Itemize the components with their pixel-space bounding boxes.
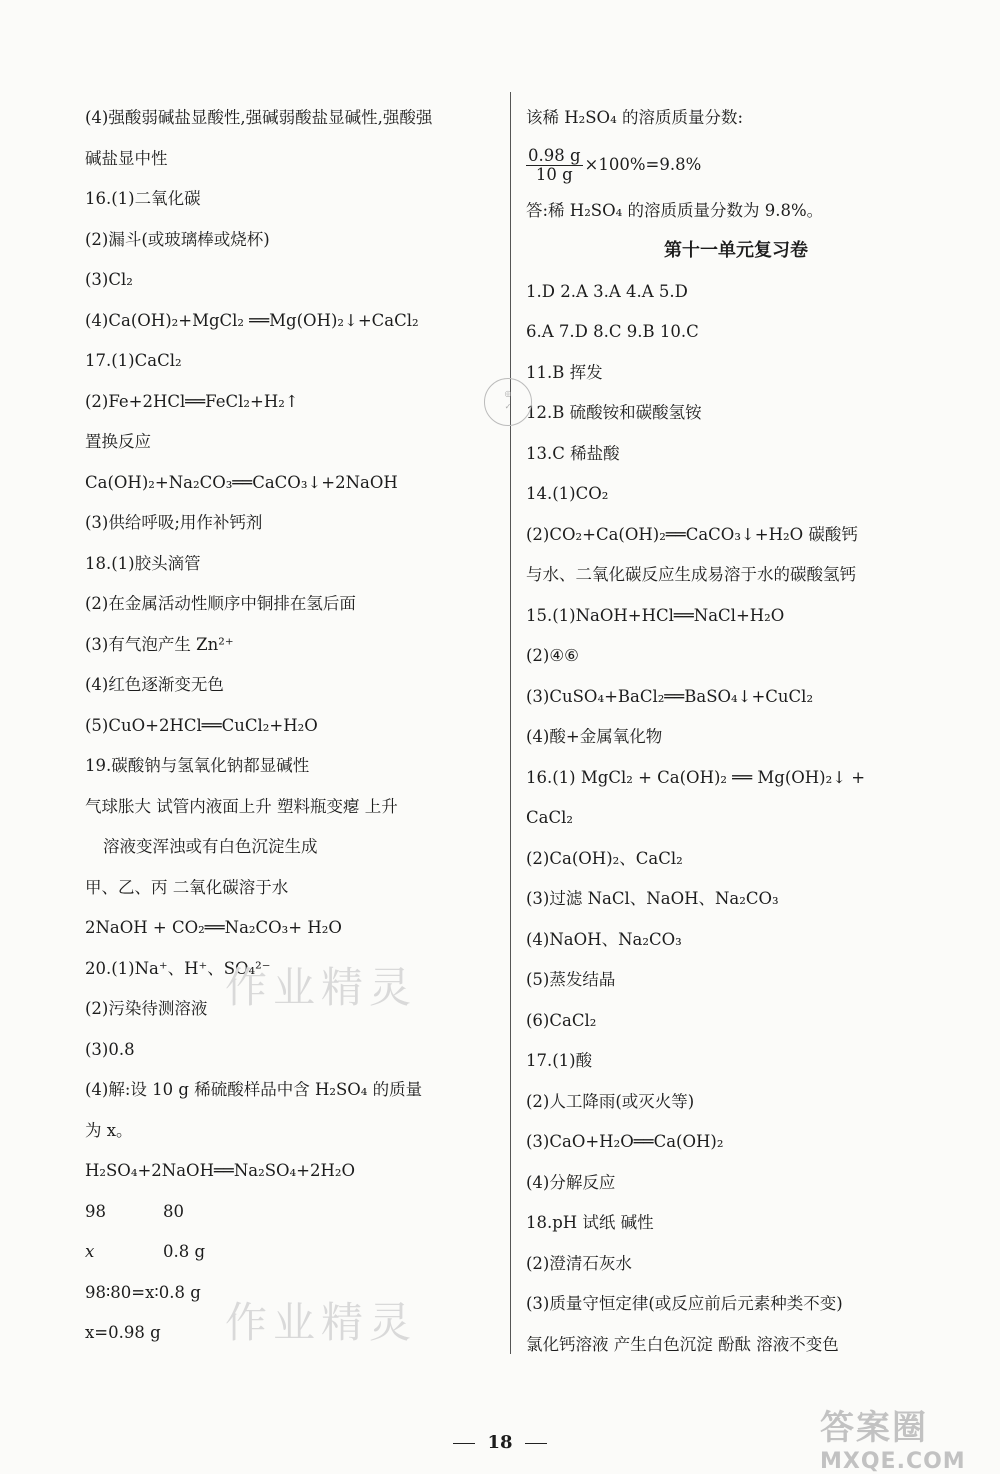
answer-line: 20.(1)Na⁺、H⁺、SO₄²⁻ xyxy=(85,958,271,978)
answer-line: 16.(1)二氧化碳 xyxy=(85,189,201,208)
mass-value: 98 xyxy=(85,1201,106,1221)
answer-line: 18.(1)胶头滴管 xyxy=(85,553,201,573)
fraction-numerator: 0.98 g xyxy=(528,145,581,165)
answer-line: 答:稀 H₂SO₄ 的溶质质量分数为 9.8%。 xyxy=(526,200,824,220)
answer-line: 14.(1)CO₂ xyxy=(526,484,609,503)
answer-line: (2)Ca(OH)₂、CaCl₂ xyxy=(526,848,683,868)
answer-line: (4)强酸弱碱盐显酸性,强碱弱酸盐显碱性,强酸强 xyxy=(85,108,433,127)
answer-line: (2)澄清石灰水 xyxy=(526,1253,632,1273)
logo-url: MXQE.COM xyxy=(820,1449,966,1474)
answer-line: (4)红色逐渐变无色 xyxy=(85,675,224,694)
right-column xyxy=(526,98,946,1365)
answer-line: 11.B 挥发 xyxy=(526,362,603,382)
answer-line: 17.(1)CaCl₂ xyxy=(85,351,182,370)
answer-line: (6)CaCl₂ xyxy=(526,1010,597,1030)
answer-line: (4)酸+金属氧化物 xyxy=(526,727,663,746)
answer-line: (2)人工降雨(或灭火等) xyxy=(526,1091,695,1111)
answer-line: (3)过滤 NaCl、NaOH、Na₂CO₃ xyxy=(526,889,779,908)
answer-line: 15.(1)NaOH+HCl══NaCl+H₂O xyxy=(526,605,785,625)
watermark: 作业精灵 xyxy=(225,1298,418,1347)
answer-line: (3)质量守恒定律(或反应前后元素种类不变) xyxy=(526,1294,843,1313)
answer-line: 溶液变浑浊或有白色沉淀生成 xyxy=(103,837,318,856)
answer-line: (3)有气泡产生 Zn²⁺ xyxy=(85,634,234,654)
answer-line: (2)CO₂+Ca(OH)₂══CaCO₃↓+H₂O 碳酸钙 xyxy=(526,524,858,544)
answer-line: 1.D 2.A 3.A 4.A 5.D xyxy=(526,281,688,301)
result-line: x=0.98 g xyxy=(85,1323,161,1342)
answer-line: 该稀 H₂SO₄ 的溶质质量分数: xyxy=(526,108,743,127)
answer-line: 为 x。 xyxy=(85,1120,133,1140)
left-column xyxy=(85,98,495,1354)
answer-line: (4)解:设 10 g 稀硫酸样品中含 H₂SO₄ 的质量 xyxy=(85,1080,423,1099)
dash-left xyxy=(453,1443,475,1444)
answer-line: (3)0.8 xyxy=(85,1039,135,1059)
fraction-result: ×100%=9.8% xyxy=(584,154,702,174)
mass-value: 80 xyxy=(163,1201,184,1221)
mass-row xyxy=(85,1232,495,1273)
fraction xyxy=(526,147,583,184)
answer-line: (5)蒸发结晶 xyxy=(526,970,616,989)
answer-line: 甲、乙、丙 二氧化碳溶于水 xyxy=(85,877,289,897)
answer-line: 18.pH 试纸 碱性 xyxy=(526,1213,654,1232)
site-logo xyxy=(820,1400,990,1474)
logo-text: 答案圈 xyxy=(820,1408,928,1448)
watermark: 作业精灵 xyxy=(225,963,418,1012)
answer-line: (4)Ca(OH)₂+MgCl₂ ══Mg(OH)₂↓+CaCl₂ xyxy=(85,310,419,330)
mass-value: 0.8 g xyxy=(163,1242,206,1261)
answer-line: (3)Cl₂ xyxy=(85,270,133,289)
equation-line: H₂SO₄+2NaOH══Na₂SO₄+2H₂O xyxy=(85,1161,356,1180)
mass-row xyxy=(85,1192,495,1233)
answer-line: (2)漏斗(或玻璃棒或烧杯) xyxy=(85,229,270,249)
mass-value: x xyxy=(85,1242,95,1261)
fraction-line xyxy=(526,139,946,191)
answer-line: 置换反应 xyxy=(85,432,151,451)
answer-line: (3)CaO+H₂O══Ca(OH)₂ xyxy=(526,1132,724,1151)
answer-line: 17.(1)酸 xyxy=(526,1051,593,1070)
answer-line: (3)供给呼吸;用作补钙剂 xyxy=(85,513,263,532)
column-divider xyxy=(510,92,511,1354)
answer-line: (5)CuO+2HCl══CuCl₂+H₂O xyxy=(85,715,318,735)
ratio-line: 98∶80=x∶0.8 g xyxy=(85,1282,201,1302)
answer-line: 19.碳酸钠与氢氧化钠都显碱性 xyxy=(85,756,310,775)
stamp-icon: ◎ ✓ xyxy=(484,378,532,426)
page-number-value: 18 xyxy=(487,1432,513,1453)
answer-line: (3)CuSO₄+BaCl₂══BaSO₄↓+CuCl₂ xyxy=(526,686,814,706)
answer-line: 2NaOH + CO₂══Na₂CO₃+ H₂O xyxy=(85,918,342,937)
answer-line: 氯化钙溶液 产生白色沉淀 酚酞 溶液不变色 xyxy=(526,1334,839,1354)
answer-line: 碱盐显中性 xyxy=(85,148,168,168)
answer-line: (2)Fe+2HCl══FeCl₂+H₂↑ xyxy=(85,391,299,411)
answer-line: (2)④⑥ xyxy=(526,646,579,665)
answer-line: 6.A 7.D 8.C 9.B 10.C xyxy=(526,322,699,341)
fraction-denominator: 10 g xyxy=(535,164,573,184)
answer-line: (4)NaOH、Na₂CO₃ xyxy=(526,929,682,949)
answer-line: (2)污染待测溶液 xyxy=(85,999,208,1018)
answer-line: CaCl₂ xyxy=(526,808,573,827)
answer-line: Ca(OH)₂+Na₂CO₃══CaCO₃↓+2NaOH xyxy=(85,472,398,492)
answer-line: (2)在金属活动性顺序中铜排在氢后面 xyxy=(85,594,356,613)
answer-line: 气球胀大 试管内液面上升 塑料瓶变瘪 上升 xyxy=(85,796,398,816)
dash-right xyxy=(525,1443,547,1444)
answer-line: 16.(1) MgCl₂ + Ca(OH)₂ ══ Mg(OH)₂↓ + xyxy=(526,767,866,787)
answer-line: (4)分解反应 xyxy=(526,1172,616,1192)
answer-line: 13.C 稀盐酸 xyxy=(526,443,620,463)
answer-line: 12.B 硫酸铵和碳酸氢铵 xyxy=(526,403,702,422)
answer-line: 与水、二氧化碳反应生成易溶于水的碳酸氢钙 xyxy=(526,565,856,584)
section-title: 第十一单元复习卷 xyxy=(664,240,808,261)
